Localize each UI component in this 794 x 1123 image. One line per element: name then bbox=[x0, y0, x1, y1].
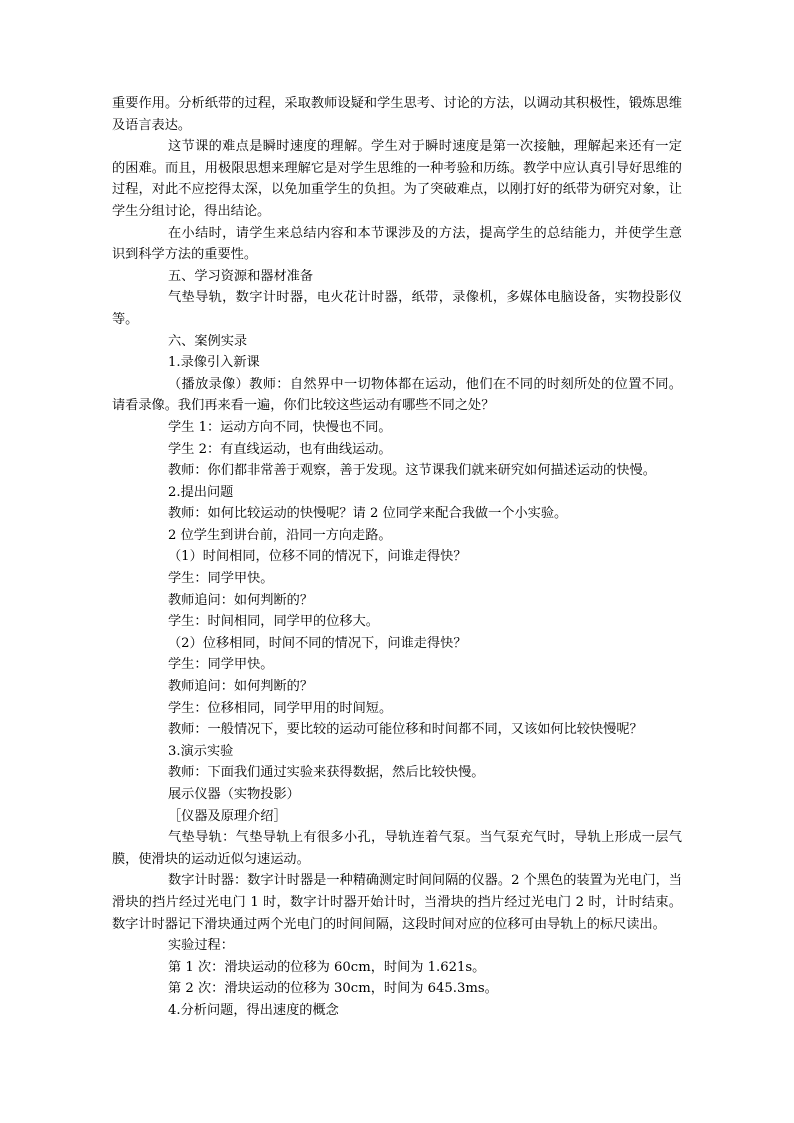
paragraph: 气垫导轨，数字计时器，电火花计时器，纸带，录像机，多媒体电脑设备，实物投影仪等。 bbox=[112, 290, 682, 327]
paragraph: 学生 2：有直线运动，也有曲线运动。 bbox=[168, 441, 392, 457]
paragraph: 2 位学生到讲台前，沿同一方向走路。 bbox=[168, 527, 392, 543]
paragraph: 数字计时器：数字计时器是一种精确测定时间间隔的仪器。2 个黑色的装置为光电门，当滑块的挡片经过光电门 1 时，数字计时器开始计时，当滑块的挡片经过光电门 2 时，计时结束。数字计时器记下滑块通过两个光电门的时间间隔，这段时间对应的位移可由导轨上的标尺读出。 bbox=[112, 873, 682, 932]
paragraph: 第 2 次：滑块运动的位移为 30cm，时间为 645.3ms。 bbox=[168, 981, 498, 997]
paragraph: 实验过程： bbox=[168, 938, 234, 954]
paragraph: 教师追问：如何判断的？ bbox=[168, 592, 314, 608]
paragraph: 教师：下面我们通过实验来获得数据，然后比较快慢。 bbox=[168, 765, 485, 781]
paragraph: 教师：一般情况下，要比较的运动可能位移和时间都不同，又该如何比较快慢呢？ bbox=[168, 722, 643, 738]
paragraph: 重要作用。分析纸带的过程，采取教师设疑和学生思考、讨论的方法，以调动其积极性，锻炼思维及语言表达。 bbox=[112, 96, 682, 133]
paragraph: 学生：同学甲快。 bbox=[168, 571, 274, 587]
paragraph: 3.演示实验 bbox=[168, 743, 234, 759]
paragraph: 1.录像引入新课 bbox=[168, 355, 260, 371]
document-body bbox=[112, 93, 682, 1022]
paragraph: 2.提出问题 bbox=[168, 484, 234, 500]
paragraph: 学生：同学甲快。 bbox=[168, 657, 274, 673]
paragraph: （播放录像）教师：自然界中一切物体都在运动，他们在不同的时刻所处的位置不同。请看录像。我们再来看一遍，你们比较这些运动有哪些不同之处？ bbox=[112, 376, 682, 414]
paragraph: 4.分析问题，得出速度的概念 bbox=[168, 1002, 339, 1018]
paragraph: 在小结时，请学生来总结内容和本节课涉及的方法，提高学生的总结能力，并使学生意识到科学方法的重要性。 bbox=[112, 225, 682, 263]
paragraph: 教师：你们都非常善于观察，善于发现。这节课我们就来研究如何描述运动的快慢。 bbox=[168, 463, 656, 479]
paragraph: 学生 1：运动方向不同，快慢也不同。 bbox=[168, 419, 392, 435]
paragraph: ［仪器及原理介绍］ bbox=[168, 808, 287, 824]
paragraph: 展示仪器（实物投影） bbox=[168, 787, 300, 802]
paragraph: （2）位移相同，时间不同的情况下，问谁走得快？ bbox=[168, 635, 467, 651]
paragraph: 学生：时间相同，同学甲的位移大。 bbox=[168, 614, 379, 630]
paragraph: 这节课的难点是瞬时速度的理解。学生对于瞬时速度是第一次接触，理解起来还有一定的困难。而且，用极限思想来理解它是对学生思维的一种考验和历练。教学中应认真引导好思维的过程，对此不应挖得太深，以免加重学生的负担。为了突破难点，以刚打好的纸带为研究对象，让学生分组讨论，得出结论。 bbox=[112, 139, 682, 219]
paragraph: 教师：如何比较运动的快慢呢？请 2 位同学来配合我做一个小实验。 bbox=[168, 506, 568, 522]
paragraph: 教师追问：如何判断的？ bbox=[168, 679, 314, 695]
paragraph: 六、案例实录 bbox=[168, 333, 248, 349]
paragraph: 五、学习资源和器材准备 bbox=[168, 268, 314, 284]
paragraph: 气垫导轨：气垫导轨上有很多小孔，导轨连着气泵。当气泵充气时，导轨上形成一层气膜，使滑块的运动近似匀速运动。 bbox=[112, 830, 682, 867]
paragraph: （1）时间相同，位移不同的情况下，问谁走得快？ bbox=[168, 549, 467, 565]
paragraph: 学生：位移相同，同学甲用的时间短。 bbox=[168, 700, 393, 716]
paragraph: 第 1 次：滑块运动的位移为 60cm，时间为 1.621s。 bbox=[168, 959, 486, 975]
